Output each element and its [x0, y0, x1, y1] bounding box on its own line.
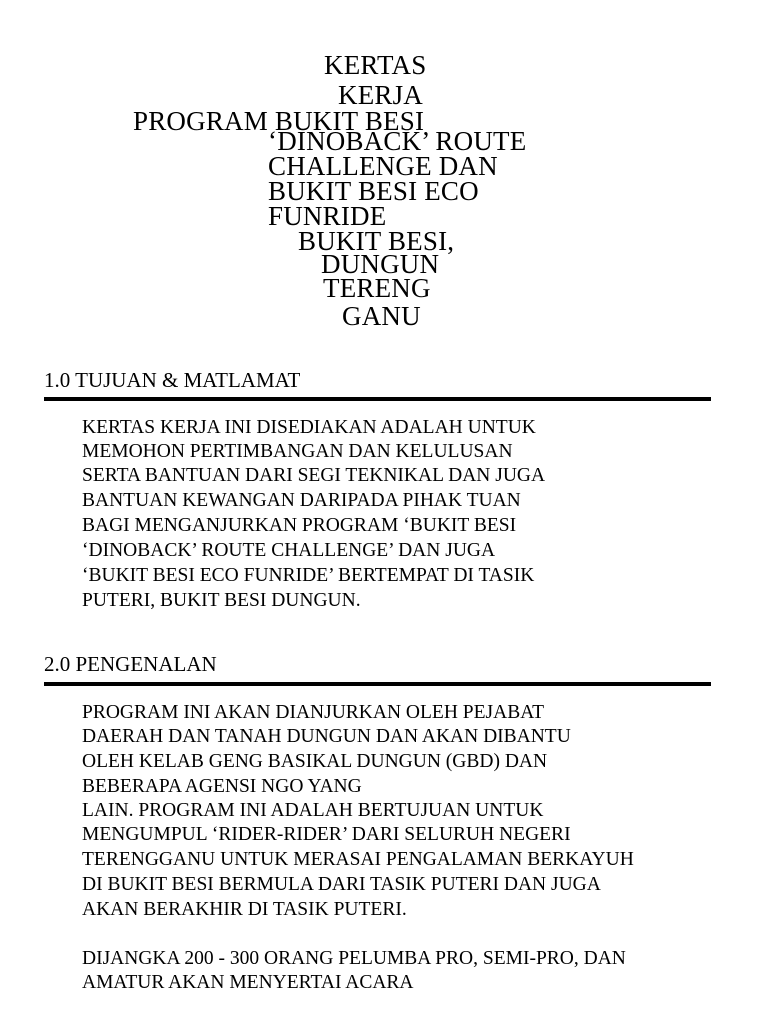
paragraph-line: OLEH KELAB GENG BASIKAL DUNGUN (GBD) DAN [82, 751, 548, 772]
paragraph-line: TERENGGANU UNTUK MERASAI PENGALAMAN BERKAYUH [82, 849, 634, 870]
paragraph-line: PUTERI, BUKIT BESI DUNGUN. [82, 590, 361, 611]
title-line: GANU [342, 301, 421, 331]
paragraph-line: AMATUR AKAN MENYERTAI ACARA [82, 972, 414, 993]
section-heading: 2.0 PENGENALAN [44, 652, 217, 676]
section-heading: 1.0 TUJUAN & MATLAMAT [44, 368, 301, 392]
paragraph-line: DIJANGKA 200 - 300 ORANG PELUMBA PRO, SEMI-PRO, DAN [82, 948, 626, 969]
title-line: DUNGUN [321, 249, 440, 279]
paragraph-line: AKAN BERAKHIR DI TASIK PUTERI. [82, 899, 407, 920]
paragraph-line: DAERAH DAN TANAH DUNGUN DAN AKAN DIBANTU [82, 726, 571, 747]
paragraph-line: PROGRAM INI AKAN DIANJURKAN OLEH PEJABAT [82, 702, 545, 723]
paragraph-line: ‘BUKIT BESI ECO FUNRIDE’ BERTEMPAT DI TASIK [82, 565, 535, 586]
title-line: PROGRAM BUKIT BESI [133, 106, 425, 136]
paragraph-line: LAIN. PROGRAM INI ADALAH BERTUJUAN UNTUK [82, 800, 544, 821]
paragraph-line: BEBERAPA AGENSI NGO YANG [82, 776, 362, 797]
paragraph-line: MENGUMPUL ‘RIDER-RIDER’ DARI SELURUH NEGERI [82, 824, 571, 845]
paragraph-line: SERTA BANTUAN DARI SEGI TEKNIKAL DAN JUGA [82, 465, 546, 486]
title-line: BUKIT BESI, [298, 226, 455, 256]
title-line: ‘DINOBACK’ ROUTE [268, 126, 527, 156]
section-divider [44, 397, 711, 401]
section-divider [44, 682, 711, 686]
paragraph-line: DI BUKIT BESI BERMULA DARI TASIK PUTERI DAN JUGA [82, 874, 601, 895]
title-line: KERJA [338, 80, 424, 110]
paragraph-line: BANTUAN KEWANGAN DARIPADA PIHAK TUAN [82, 490, 521, 511]
title-line: FUNRIDE [268, 201, 387, 231]
paragraph-line: ‘DINOBACK’ ROUTE CHALLENGE’ DAN JUGA [82, 540, 496, 561]
paragraph-line: BAGI MENGANJURKAN PROGRAM ‘BUKIT BESI [82, 515, 517, 536]
title-line: BUKIT BESI ECO [268, 176, 479, 206]
title-line: TERENG [323, 273, 431, 303]
title-line: CHALLENGE DAN [268, 151, 498, 181]
title-line: KERTAS [324, 50, 427, 80]
paragraph-line: MEMOHON PERTIMBANGAN DAN KELULUSAN [82, 441, 513, 462]
paragraph-line: KERTAS KERJA INI DISEDIAKAN ADALAH UNTUK [82, 417, 536, 438]
